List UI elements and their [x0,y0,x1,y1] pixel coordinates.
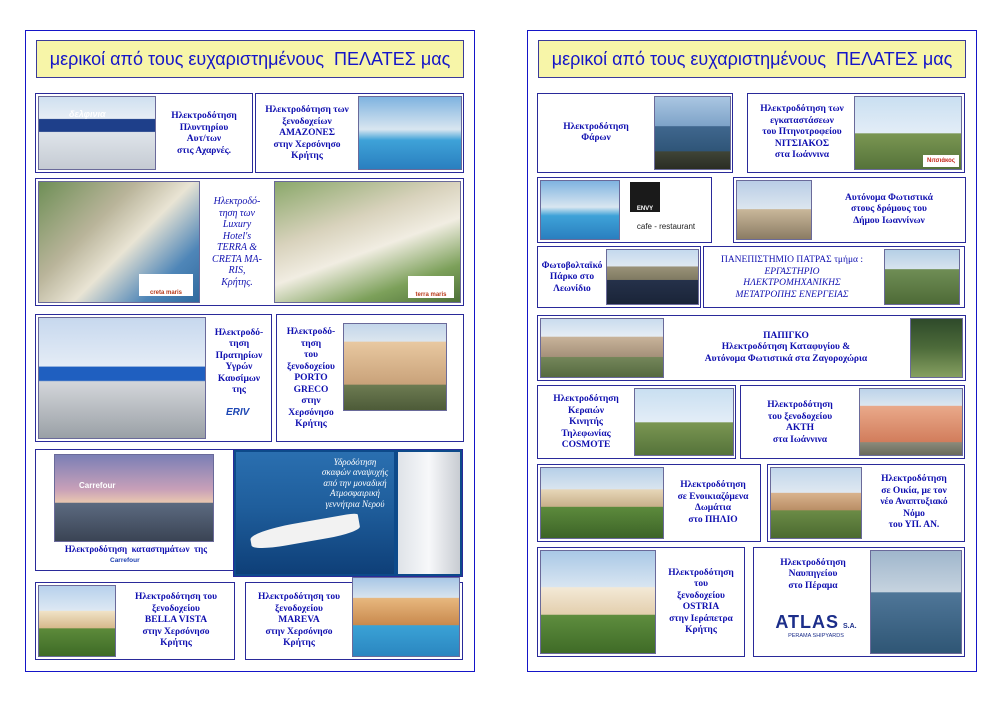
card-cosmote [537,385,736,459]
lab-photo [884,249,960,305]
streetlights-photo [736,180,812,240]
card-fotistika-text: Αυτόνομα Φωτιστικά στους δρόμους του Δήμου Ιωαννίνων [845,192,933,226]
atlas-logo-suffix: S.A. [843,623,857,630]
delfinia-sign: δελφινια [69,109,106,119]
papigo-refuge-photo [540,318,664,378]
card-papigo [537,315,966,381]
card-water-text: Υδροδότηση σκαφών αναψυχής από την μοναδική Ατμοσφαιρική γεννήτρια Νερού [321,456,389,509]
atlas-logo-sub: PERAMA SHIPYARDS [788,633,844,639]
card-atlas [753,547,965,657]
laundry-photo [38,96,156,170]
water-generator-photo [398,452,460,574]
card-delfinia-text: Ηλεκτροδότηση Πλυντηρίου Αυτ/των στις Αχαρνές. [171,111,237,156]
pilio-rooms-photo [540,467,664,539]
atlas-logo [766,612,866,639]
card-akti-text: Ηλεκτροδότηση του ξενοδοχείου ΑΚΤΗ στα Ιωάννινα [767,400,833,445]
solar-park-photo [606,249,699,305]
card-nitsiakos [747,93,965,173]
card-porto-greco-text: Ηλεκτροδό- τηση του ξενοδοχείου PORTO GRECO στην Χερσόνησο Κρήτης [286,327,336,430]
card-cosmote-text: Ηλεκτροδότηση Κεραιών Κινητής Τηλεφωνίας COSMOTE [553,394,619,451]
card-papigo-text: ΠΑΠΙΓΚΟ Ηλεκτροδότηση Καταφυγίου & Αυτόνομα Φωτιστικά στα Ζαγοροχώρια [704,330,868,364]
card-fotistika [733,177,966,243]
card-eriv [35,314,272,442]
card-mareva [245,582,463,660]
atlas-logo-text: ATLAS [775,612,840,632]
nitsiakos-logo: Νιτσιάκος [923,155,959,167]
card-ostria-text: Ηλεκτροδότηση του ξενοδοχείου OSTRIA στην Ιεράπετρα Κρήτης [668,567,734,635]
eriv-station-photo [38,317,206,439]
card-ostria [537,547,745,657]
envy-pool-photo [540,180,620,240]
carrefour-sign: Carrefour [79,481,116,490]
card-bella-vista [35,582,235,660]
card-amazones [255,93,464,173]
terra-maris-photo [274,181,461,303]
card-mareva-text: Ηλεκτροδότηση του ξενοδοχείου MAREVA στην Χερσόνησο Κρήτης [257,592,341,649]
shipyard-photo [870,550,962,654]
card-atlas-text: Ηλεκτροδότηση Ναυπηγείου στο Πέραμα [780,557,846,591]
porto-greco-photo [343,323,447,411]
card-delfinia [35,93,253,173]
card-faros [537,93,733,173]
envy-caption: cafe - restaurant [636,222,696,231]
envy-logo-text: ENVY [636,206,654,212]
card-water [233,449,463,577]
antenna-photo [634,388,734,456]
creta-maris-logo: creta maris [139,274,193,296]
card-patras-text: ΠΑΝΕΠΙΣΤΗΜΙΟ ΠΑΤΡΑΣ τμήμα : ΕΡΓΑΣΤΗΡΙΟ ΗΛΕΚΤΡΟΜΗΧΑΝΙΚΗΣ ΜΕΤΑΤΡΟΠΗΣ ΕΝΕΡΓΕΙΑΣ [720,255,864,300]
right-page [527,30,977,672]
terra-maris-logo: terra maris [408,276,454,298]
card-patras [703,246,965,308]
card-akti [740,385,965,459]
page-banner-right: μερικοί από τους ευχαριστημένους ΠΕΛΑΤΕΣ μας [538,40,966,78]
card-eriv-text: Ηλεκτροδό- τηση Πρατηρίων Υγρών Καυσίμων της [214,327,264,395]
card-bella-vista-text: Ηλεκτροδότηση του ξενοδοχείου BELLA VISTA στην Χερσόνησο Κρήτης [134,592,218,649]
yacht-hull [249,513,361,552]
card-fotovoltaiko [537,246,701,308]
card-fotovoltaiko-text: Φωτοβολταϊκό Πάρκο στο Λεωνίδιο [541,260,603,294]
card-oikia [767,464,965,542]
card-oikia-text: Ηλεκτροδότηση σε Οικία, με τον νέο Αναπτυξιακό Νόμο του ΥΠ. ΑΝ. [880,474,948,531]
house-photo [770,467,862,539]
carrefour-logo: Carrefour [110,557,140,564]
ostria-hotel-photo [540,550,656,654]
card-nitsiakos-text: Ηλεκτροδότηση των εγκαταστάσεων του Πτηνοτροφείου ΝΙΤΣΙΑΚΟΣ στα Ιωάννινα [760,104,844,161]
carrefour-store-photo [54,454,214,542]
carrefour-caption: Ηλεκτροδότηση καταστημάτων της [64,544,208,555]
card-amazones-text: Ηλεκτροδότηση των ξενοδοχείων ΑΜΑΖΟΝΕΣ στην Χερσόνησο Κρήτης [265,105,349,162]
poultry-farm-photo [854,96,962,170]
page-banner: μερικοί από τους ευχαριστημένους ΠΕΛΑΤΕΣ μας [36,40,464,78]
amazones-photo [358,96,462,170]
card-pilio-text: Ηλεκτροδότηση σε Ενοικιαζόμενα Δωμάτια στο ΠΗΛΙΟ [677,480,749,525]
envy-logo [630,182,660,212]
lighthouse-photo [654,96,731,170]
papigo-lamp-photo [910,318,963,378]
card-terra [35,178,464,306]
card-terra-text: Ηλεκτροδό- τηση των Luxury Hotel's TERRA & CRETA MA- RIS, Κρήτης. [212,196,262,288]
akti-hotel-photo [859,388,963,456]
left-page [25,30,475,672]
mareva-photo [352,577,460,657]
card-carrefour [35,449,235,571]
card-faros-text: Ηλεκτροδότηση Φάρων [563,121,629,143]
creta-maris-photo [38,181,200,303]
card-porto-greco [276,314,464,442]
card-envy [537,177,712,243]
card-pilio [537,464,761,542]
bella-vista-photo [38,585,116,657]
eriv-logo: ERIV [226,407,250,418]
